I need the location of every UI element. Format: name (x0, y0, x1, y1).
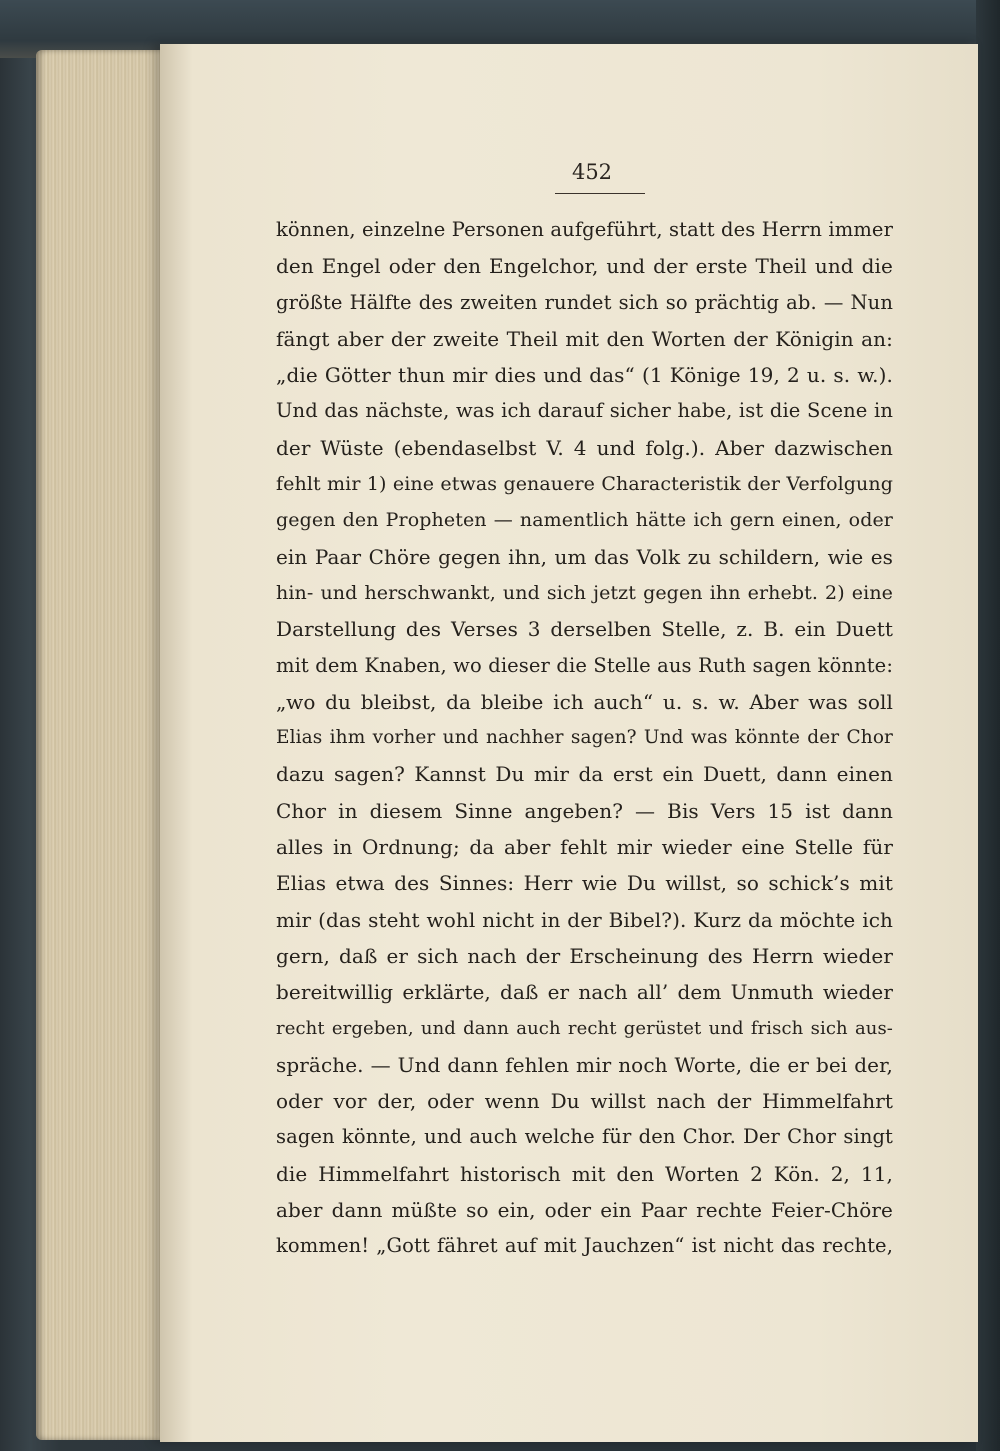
text-line: die Himmelfahrt historisch mit den Worten 2 Kön. 2, 11, (276, 1161, 893, 1186)
text-line: dazu sagen? Kannst Du mir da erst ein Duett, dann einen (276, 762, 893, 787)
text-line: gegen den Propheten — namentlich hätte ich gern einen, oder (276, 509, 893, 532)
page-number-rule (555, 193, 645, 194)
text-line: fängt aber der zweite Theil mit den Worten der Königin an: (276, 326, 893, 351)
page-stack-edges (36, 50, 176, 1440)
text-line: aber dann müßte so ein, oder ein Paar rechte Feier-Chöre (276, 1198, 893, 1223)
text-line: Darstellung des Verses 3 derselben Stelle, z. B. ein Duett (276, 617, 893, 642)
text-line: ein Paar Chöre gegen ihn, um das Volk zu schildern, wie es (276, 544, 893, 569)
text-line: kommen! „Gott fähret auf mit Jauchzen“ ist nicht das rechte, (276, 1234, 893, 1258)
text-line: „wo du bleibst, da bleibe ich auch“ u. s. w. Aber was soll (276, 689, 893, 714)
text-line: Und das nächste, was ich darauf sicher habe, ist die Scene in (276, 399, 893, 423)
body-text (276, 212, 893, 1265)
text-line: sagen könnte, und auch welche für den Chor. Der Chor singt (276, 1125, 893, 1149)
text-line: gern, daß er sich nach der Erscheinung des Herrn wieder (276, 943, 893, 968)
text-line: alles in Ordnung; da aber fehlt mir wieder eine Stelle für (276, 835, 893, 860)
text-line: Elias ihm vorher und nachher sagen? Und was könnte der Chor (276, 727, 893, 749)
text-line: „die Götter thun mir dies und das“ (1 Könige 19, 2 u. s. w.). (276, 363, 893, 388)
text-line: hin- und herschwankt, und sich jetzt gegen ihn erhebt. 2) eine (276, 581, 893, 604)
text-line: können, einzelne Personen aufgeführt, statt des Herrn immer (276, 218, 893, 241)
text-line: mir (das steht wohl nicht in der Bibel?). Kurz da möchte ich (276, 907, 893, 932)
text-line: mit dem Knaben, wo dieser die Stelle aus Ruth sagen könnte: (276, 653, 893, 677)
text-line: den Engel oder den Engelchor, und der erste Theil und die (276, 254, 893, 279)
text-line: recht ergeben, und dann auch recht gerüstet und frisch sich aus- (276, 1017, 893, 1039)
text-line: Elias etwa des Sinnes: Herr wie Du willst, so schick’s mit (276, 871, 893, 896)
text-line: der Wüste (ebendaselbst V. 4 und folg.). Aber dazwischen (276, 435, 893, 460)
page-number: 452 (571, 160, 613, 184)
text-line: größte Hälfte des zweiten rundet sich so prächtig ab. — Nun (276, 290, 893, 314)
text-line: spräche. — Und dann fehlen mir noch Worte, die er bei der, (276, 1052, 893, 1077)
text-line: bereitwillig erklärte, daß er nach all’ dem Unmuth wieder (276, 980, 893, 1005)
text-line: fehlt mir 1) eine etwas genauere Characteristik der Verfolgung (276, 473, 893, 496)
text-line: oder vor der, oder wenn Du willst nach der Himmelfahrt (276, 1089, 893, 1114)
book-cover-edge (976, 0, 1000, 1451)
text-line: Chor in diesem Sinne angeben? — Bis Vers 15 ist dann (276, 798, 893, 823)
